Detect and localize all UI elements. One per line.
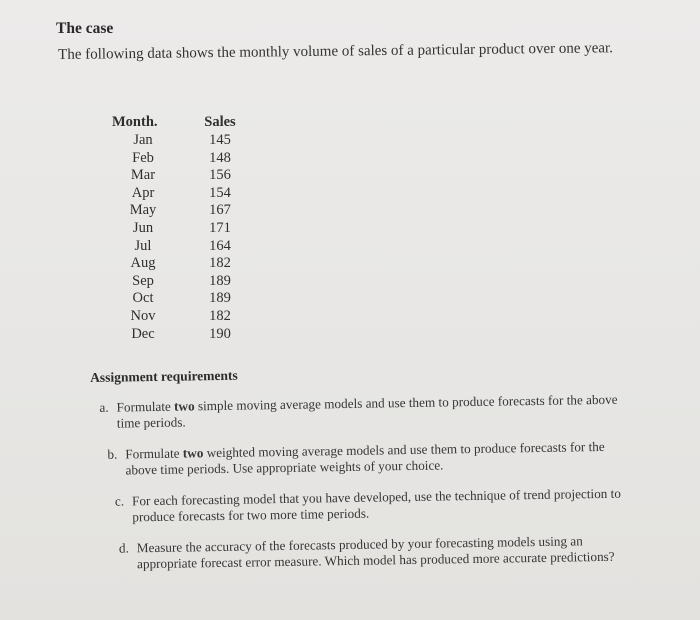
- sales-cell: 164: [209, 237, 231, 254]
- month-cell: Dec: [131, 325, 155, 342]
- requirement-item-a: [86, 392, 620, 432]
- month-cell: Mar: [130, 167, 156, 184]
- item-text-part: simple moving average models and use them to produce forecasts for the above time periods.: [116, 391, 618, 431]
- table-row: [108, 238, 258, 256]
- item-letter: a.: [99, 399, 109, 415]
- item-letter: d.: [118, 540, 129, 556]
- table-row: [108, 202, 258, 220]
- table-row: [108, 220, 258, 238]
- month-cell: Jan: [133, 132, 153, 148]
- assignment-requirements: [90, 362, 623, 588]
- item-letter: c.: [114, 493, 125, 509]
- month-cell: Sep: [132, 272, 154, 289]
- month-cell: Feb: [132, 149, 154, 166]
- requirement-item-d: [107, 533, 623, 573]
- item-text-part: Formulate: [125, 445, 183, 462]
- table-row: [108, 255, 258, 273]
- intro-paragraph: The following data shows the monthly volume of sales of a particular product over one year.: [58, 40, 614, 63]
- requirements-heading: Assignment requirements: [90, 367, 238, 385]
- table-header-row: [108, 112, 258, 132]
- item-letter: b.: [107, 446, 118, 462]
- item-emphasis: two: [182, 445, 204, 461]
- sales-cell: 189: [209, 290, 231, 307]
- month-cell: Aug: [130, 255, 156, 272]
- month-cell: Jul: [134, 237, 152, 254]
- case-title: The case: [56, 20, 114, 37]
- sales-cell: 156: [209, 167, 231, 184]
- month-cell: Oct: [132, 290, 154, 307]
- table-row: [108, 132, 258, 150]
- item-text-part: Formulate: [116, 398, 175, 415]
- table-row: [108, 167, 258, 185]
- sales-cell: 182: [209, 307, 231, 324]
- sales-cell: 189: [209, 272, 231, 289]
- table-row: [108, 326, 258, 344]
- requirement-item-b: [95, 439, 621, 479]
- sales-cell: 167: [209, 202, 231, 219]
- month-cell: Nov: [130, 307, 156, 324]
- requirement-item-c: [102, 486, 622, 526]
- month-cell: May: [129, 202, 157, 219]
- month-cell: Apr: [131, 184, 155, 201]
- table-row: [108, 308, 258, 326]
- item-text: [125, 439, 621, 479]
- sales-header: Sales: [204, 114, 236, 130]
- table-row: [108, 273, 258, 291]
- sales-cell: 154: [209, 184, 231, 201]
- sales-cell: 190: [209, 325, 231, 342]
- item-text: Measure the accuracy of the forecasts produced by your forecasting models using an appropriate forecast error measure. Which model has produced more accurate predictions?: [136, 533, 615, 572]
- month-header: Month.: [112, 114, 158, 130]
- sales-cell: 145: [209, 132, 231, 148]
- item-text-part: weighted moving average models and use them to produce forecasts for the above time periods. Use appropriate weights of your choice.: [125, 438, 605, 478]
- sales-table: [108, 112, 258, 343]
- sales-cell: 182: [209, 255, 231, 272]
- table-row: [108, 185, 258, 203]
- item-emphasis: two: [173, 398, 195, 414]
- sales-cell: 171: [209, 219, 231, 236]
- table-row: [108, 150, 258, 168]
- item-text: For each forecasting model that you have developed, use the technique of trend projection to produce forecasts for two more time periods.: [131, 485, 621, 525]
- sales-cell: 148: [209, 149, 231, 166]
- table-row: [108, 290, 258, 308]
- item-text: [116, 392, 620, 432]
- month-cell: Jun: [132, 219, 154, 236]
